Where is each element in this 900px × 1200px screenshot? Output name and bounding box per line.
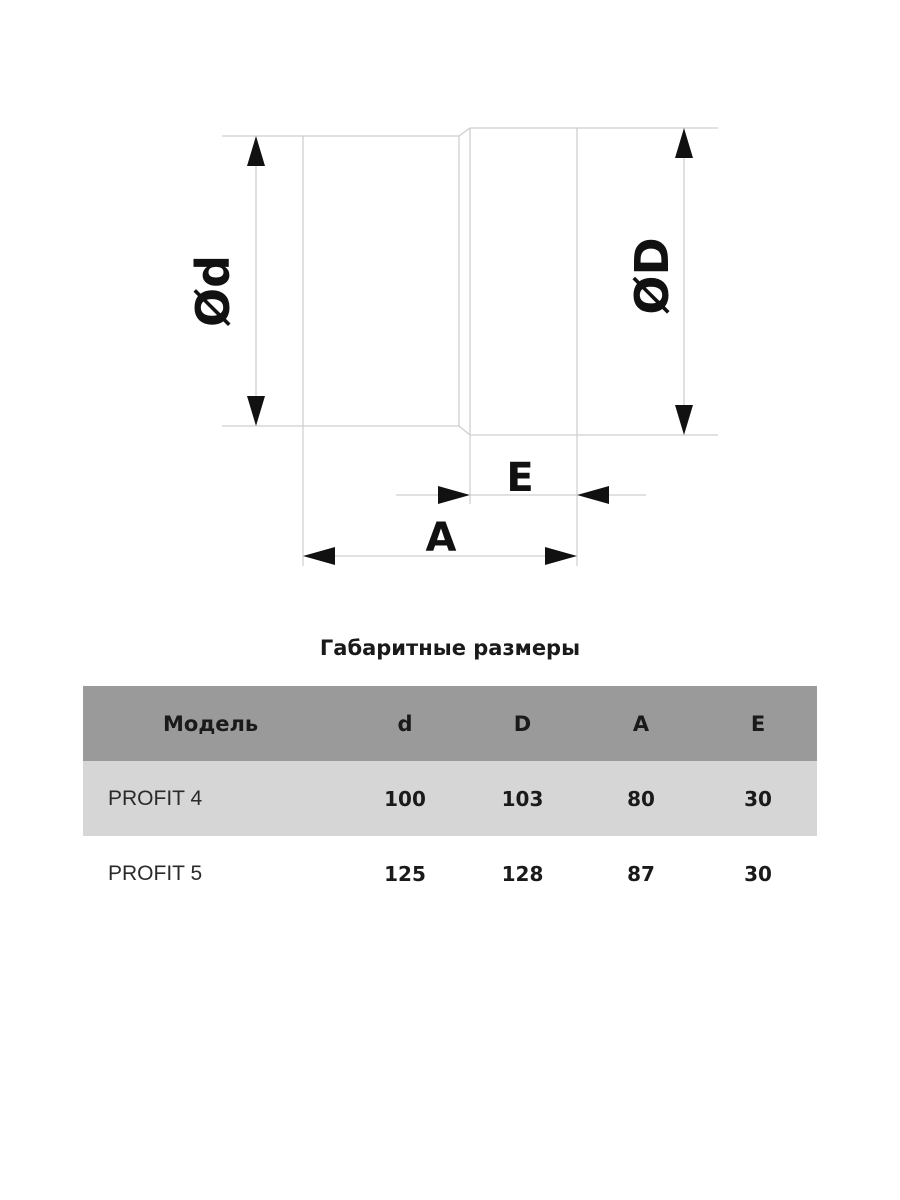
header-a: A [632, 711, 650, 736]
label-length-e: E [506, 455, 534, 501]
cell-a: 87 [627, 861, 655, 886]
part-outline [303, 128, 577, 435]
label-length-a: A [425, 515, 457, 561]
cell-model: PROFIT 5 [108, 861, 203, 885]
cell-e: 30 [744, 786, 772, 811]
cell-D: 103 [501, 786, 544, 811]
arrow-down-icon [675, 405, 693, 435]
dimension-line-d [247, 136, 265, 426]
arrow-right-icon [438, 486, 470, 504]
arrow-up-icon [675, 128, 693, 158]
cell-e: 30 [744, 861, 772, 886]
header-e: E [750, 711, 766, 736]
table-row [83, 836, 817, 911]
cell-d: 100 [384, 786, 426, 811]
arrow-left-icon [303, 547, 335, 565]
header-d: d [397, 711, 413, 736]
label-small-diameter: Ød [186, 254, 240, 328]
dimensions-table [83, 686, 817, 911]
cell-model: PROFIT 4 [108, 786, 203, 810]
cell-d: 125 [384, 861, 426, 886]
arrow-up-icon [247, 136, 265, 166]
cell-D: 128 [501, 861, 544, 886]
arrow-left-icon [577, 486, 609, 504]
header-D: D [513, 711, 532, 736]
table-header-row [83, 686, 817, 761]
table-title: Габаритные размеры [319, 636, 581, 660]
table-row [83, 761, 817, 836]
arrow-down-icon [247, 396, 265, 426]
label-large-diameter: ØD [625, 237, 679, 315]
arrow-right-icon [545, 547, 577, 565]
header-model: Модель [163, 711, 259, 736]
cell-a: 80 [627, 786, 655, 811]
